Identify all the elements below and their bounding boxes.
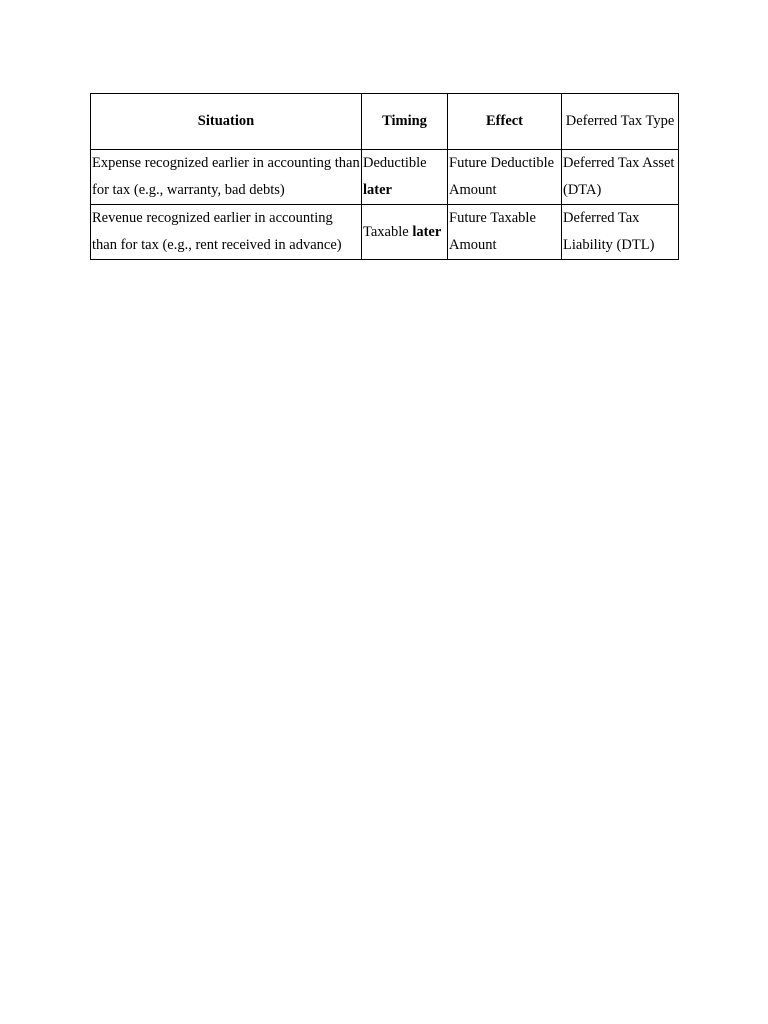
timing-emphasis: later — [363, 182, 392, 198]
timing-prefix: Taxable — [363, 223, 409, 240]
deferred-tax-table — [90, 93, 679, 260]
cell-effect: Future Taxable Amount — [448, 205, 562, 260]
table-header-row — [91, 94, 679, 150]
cell-deferred-tax-type: Deferred Tax Asset (DTA) — [562, 150, 679, 205]
header-deferred-tax-type: Deferred Tax Type — [562, 94, 679, 150]
header-effect: Effect — [448, 94, 562, 150]
cell-timing — [362, 150, 448, 205]
table-row — [91, 150, 679, 205]
timing-prefix: Deductible — [363, 155, 427, 171]
cell-effect: Future Deductible Amount — [448, 150, 562, 205]
header-situation: Situation — [91, 94, 362, 150]
header-timing: Timing — [362, 94, 448, 150]
table-row — [91, 205, 679, 260]
cell-timing — [362, 205, 448, 260]
cell-deferred-tax-type: Deferred Tax Liability (DTL) — [562, 205, 679, 260]
cell-situation: Revenue recognized earlier in accounting than for tax (e.g., rent received in advance) — [91, 205, 362, 260]
timing-emphasis: later — [412, 223, 442, 240]
cell-situation: Expense recognized earlier in accounting than for tax (e.g., warranty, bad debts) — [91, 150, 362, 205]
